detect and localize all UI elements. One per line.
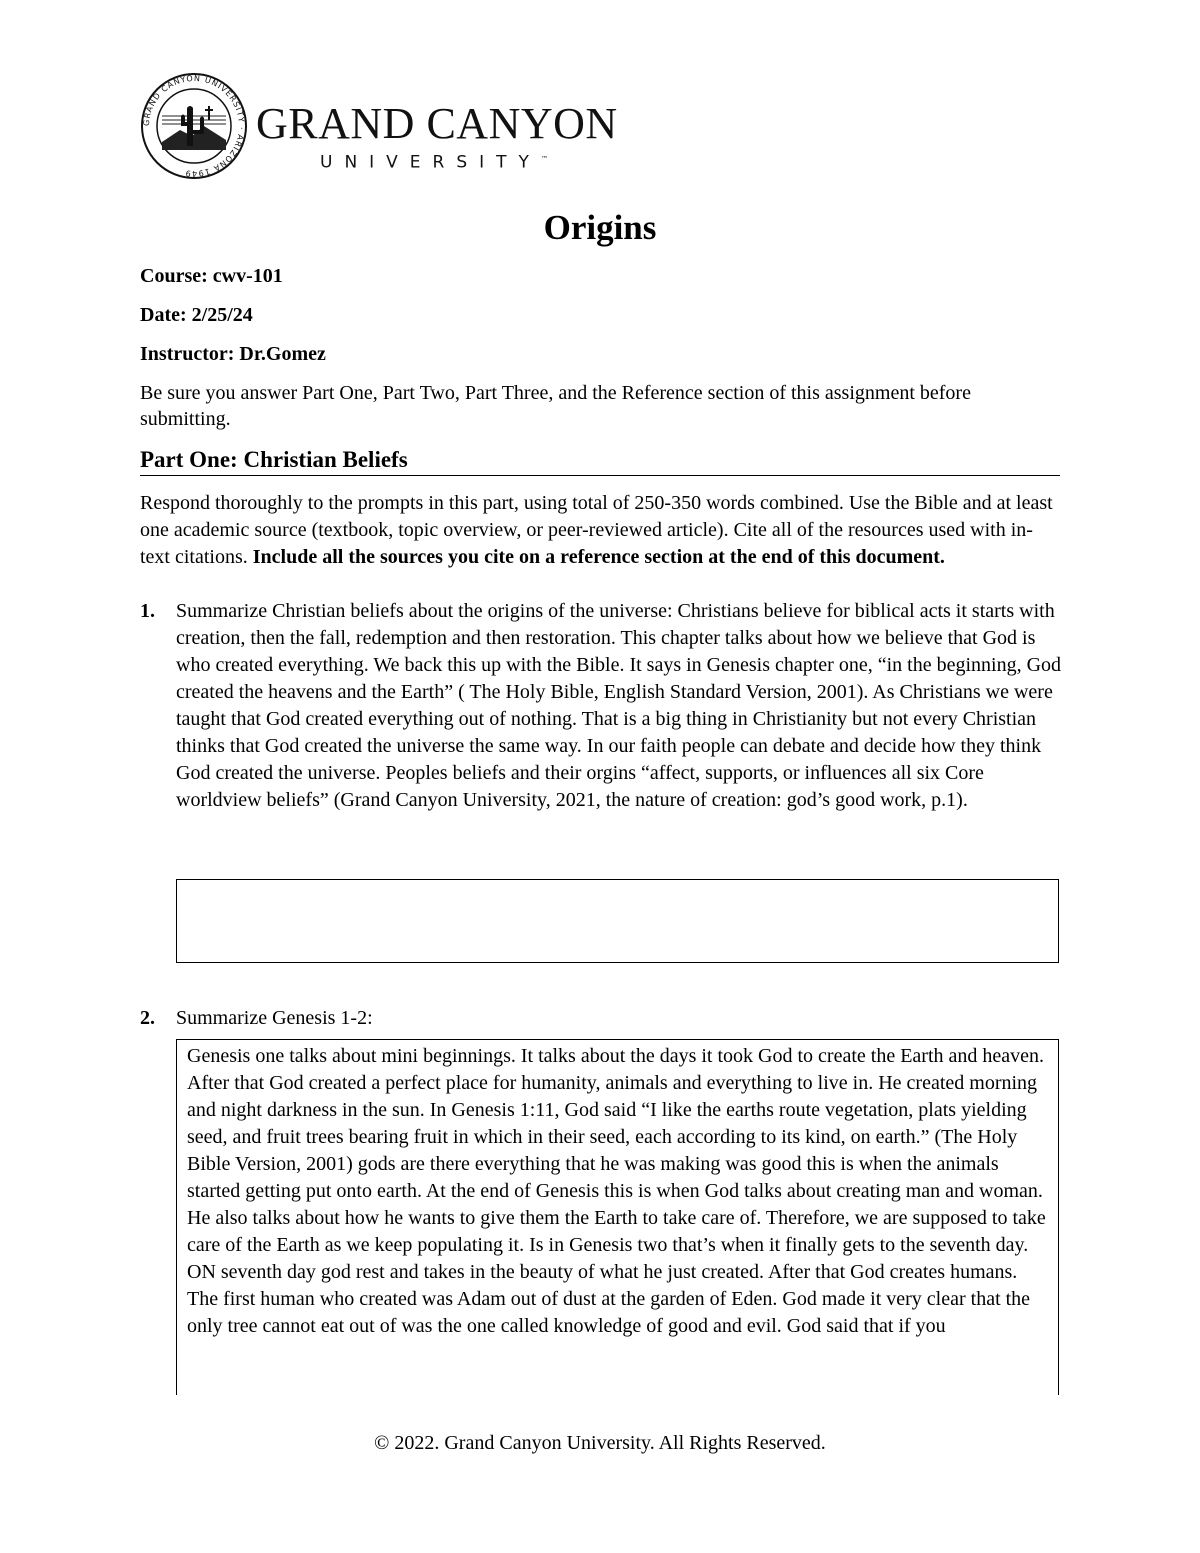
university-seal-icon [140,72,248,180]
instructor-field: Instructor: Dr.Gomez [140,343,326,365]
university-logo [140,72,620,182]
instructions-text: Be sure you answer Part One, Part Two, Part Three, and the Reference section of this assignment before submitting. [140,382,971,430]
seal-text: GRAND CANYON UNIVERSITY · ARIZONA 1949 [141,73,247,179]
intro-bold-text: Include all the sources you cite on a reference section at the end of this document. [252,546,945,568]
wordmark-university-text: UNIVERSITY [320,152,541,173]
question-number: 2. [140,1007,155,1029]
trademark-symbol: ™ [540,155,548,163]
question-text: Summarize Christian beliefs about the origins of the universe: Christians believe for biblical acts it starts with creation, then the fall, redemption and then restoration. This chapter talks about how we believe that God is who created everything. We back this up with the Bible. It says in Genesis chapter one, “in the beginning, God created the heavens and the Earth” ( The Holy Bible, English Standard Version, 2001). As Christians we were taught that God created everything out of nothing. That is a big thing in Christianity but not every Christian thinks that God created the universe the same way. In our faith people can debate and decide how they think God created the universe. Peoples beliefs and their orgins “affect, supports, or influences all six Core worldview beliefs” (Grand Canyon University, 2021, the nature of creation: god’s good work, p.1). [176,600,1062,811]
intro-text: Respond thoroughly to the prompts in this part, using total of 250-350 words combined. Use the Bible and at least one academic source (textbook, topic overview, or peer-reviewed article). Cite all of the resources used with in-text citations. [140,492,1053,568]
answer-text: Genesis one talks about mini beginnings. It talks about the days it took God to create the Earth and heaven. After that God created a perfect place for humanity, animals and everything to live in. He created morning and night darkness in the sun. In Genesis 1:11, God said “I like the earths route vegetation, plats yielding seed, and fruit trees bearing fruit in which in their seed, each according to its kind, on earth.” (The Holy Bible Version, 2001) gods are there everything that he was making was good this is when the animals started getting put onto earth. At the end of Genesis this is when God talks about creating man and woman. He also talks about how he wants to give them the Earth to take care of. Therefore, we are supposed to take care of the Earth as we keep populating it. Is in Genesis two that’s when it finally gets to the seventh day. ON seventh day god rest and takes in the beauty of what he just created. After that God creates humans. The first human who created was Adam out of dust at the garden of Eden. God made it very clear that the only tree cannot eat out of was the one called knowledge of good and evil. God said that if you [187,1045,1046,1337]
answer-box-question-1[interactable] [176,879,1059,963]
wordmark-university [320,148,626,174]
question-2 [140,1005,1062,1032]
section-heading-part-one: Part One: Christian Beliefs [140,446,1060,476]
course-field: Course: cwv-101 [140,265,283,287]
part-one-intro [140,490,1062,571]
answer-text [177,880,1058,883]
wordmark [256,100,626,174]
question-number: 1. [140,600,155,622]
wordmark-name: GRAND CANYON [256,99,618,148]
question-text: Summarize Genesis 1-2: [176,1007,373,1029]
date-field: Date: 2/25/24 [140,304,253,326]
question-1 [140,598,1062,814]
footer-copyright: © 2022. Grand Canyon University. All Rights Reserved. [374,1432,826,1454]
document-title: Origins [543,208,657,247]
answer-box-question-2[interactable] [176,1039,1059,1395]
